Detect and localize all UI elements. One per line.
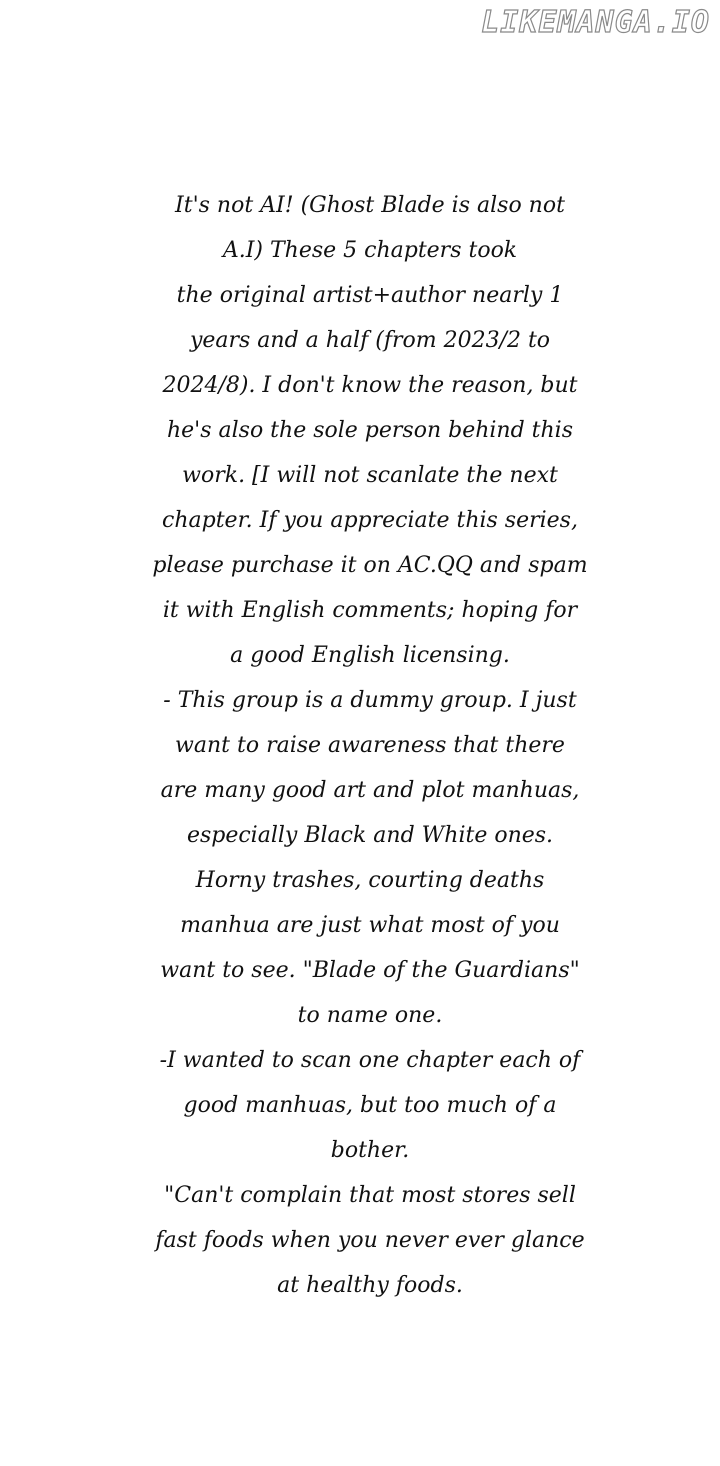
note-line: 2024/8). I don't know the reason, but xyxy=(162,373,578,398)
note-line: chapter. If you appreciate this series, xyxy=(162,508,578,533)
note-line: manhua are just what most of you xyxy=(180,913,560,938)
note-line: are many good art and plot manhuas, xyxy=(160,778,580,803)
site-watermark: LIKEMANGA.IO xyxy=(481,5,710,40)
note-line: want to see. "Blade of the Guardians" xyxy=(160,958,580,983)
note-line: fast foods when you never ever glance xyxy=(155,1228,585,1253)
translator-note xyxy=(130,183,610,1308)
note-line: a good English licensing. xyxy=(230,643,510,668)
note-line: please purchase it on AC.QQ and spam xyxy=(152,553,588,578)
note-line: A.I) These 5 chapters took xyxy=(222,238,518,263)
note-line: work. [I will not scanlate the next xyxy=(182,463,558,488)
note-line: Horny trashes, courting deaths xyxy=(195,868,545,893)
note-line: years and a half (from 2023/2 to xyxy=(189,328,551,353)
note-line: especially Black and White ones. xyxy=(186,823,554,848)
note-line: he's also the sole person behind this xyxy=(166,418,573,443)
note-line: It's not AI! (Ghost Blade is also not xyxy=(175,193,565,218)
note-line: "Can't complain that most stores sell xyxy=(164,1183,576,1208)
note-line: at healthy foods. xyxy=(277,1273,463,1298)
note-line: good manhuas, but too much of a xyxy=(183,1093,557,1118)
note-line: -I wanted to scan one chapter each of xyxy=(159,1048,581,1073)
note-line: the original artist+author nearly 1 xyxy=(176,283,564,308)
note-line: it with English comments; hoping for xyxy=(162,598,578,623)
note-line: to name one. xyxy=(297,1003,443,1028)
note-line: bother. xyxy=(330,1138,410,1163)
note-line: - This group is a dummy group. I just xyxy=(163,688,577,713)
note-line: want to raise awareness that there xyxy=(175,733,565,758)
